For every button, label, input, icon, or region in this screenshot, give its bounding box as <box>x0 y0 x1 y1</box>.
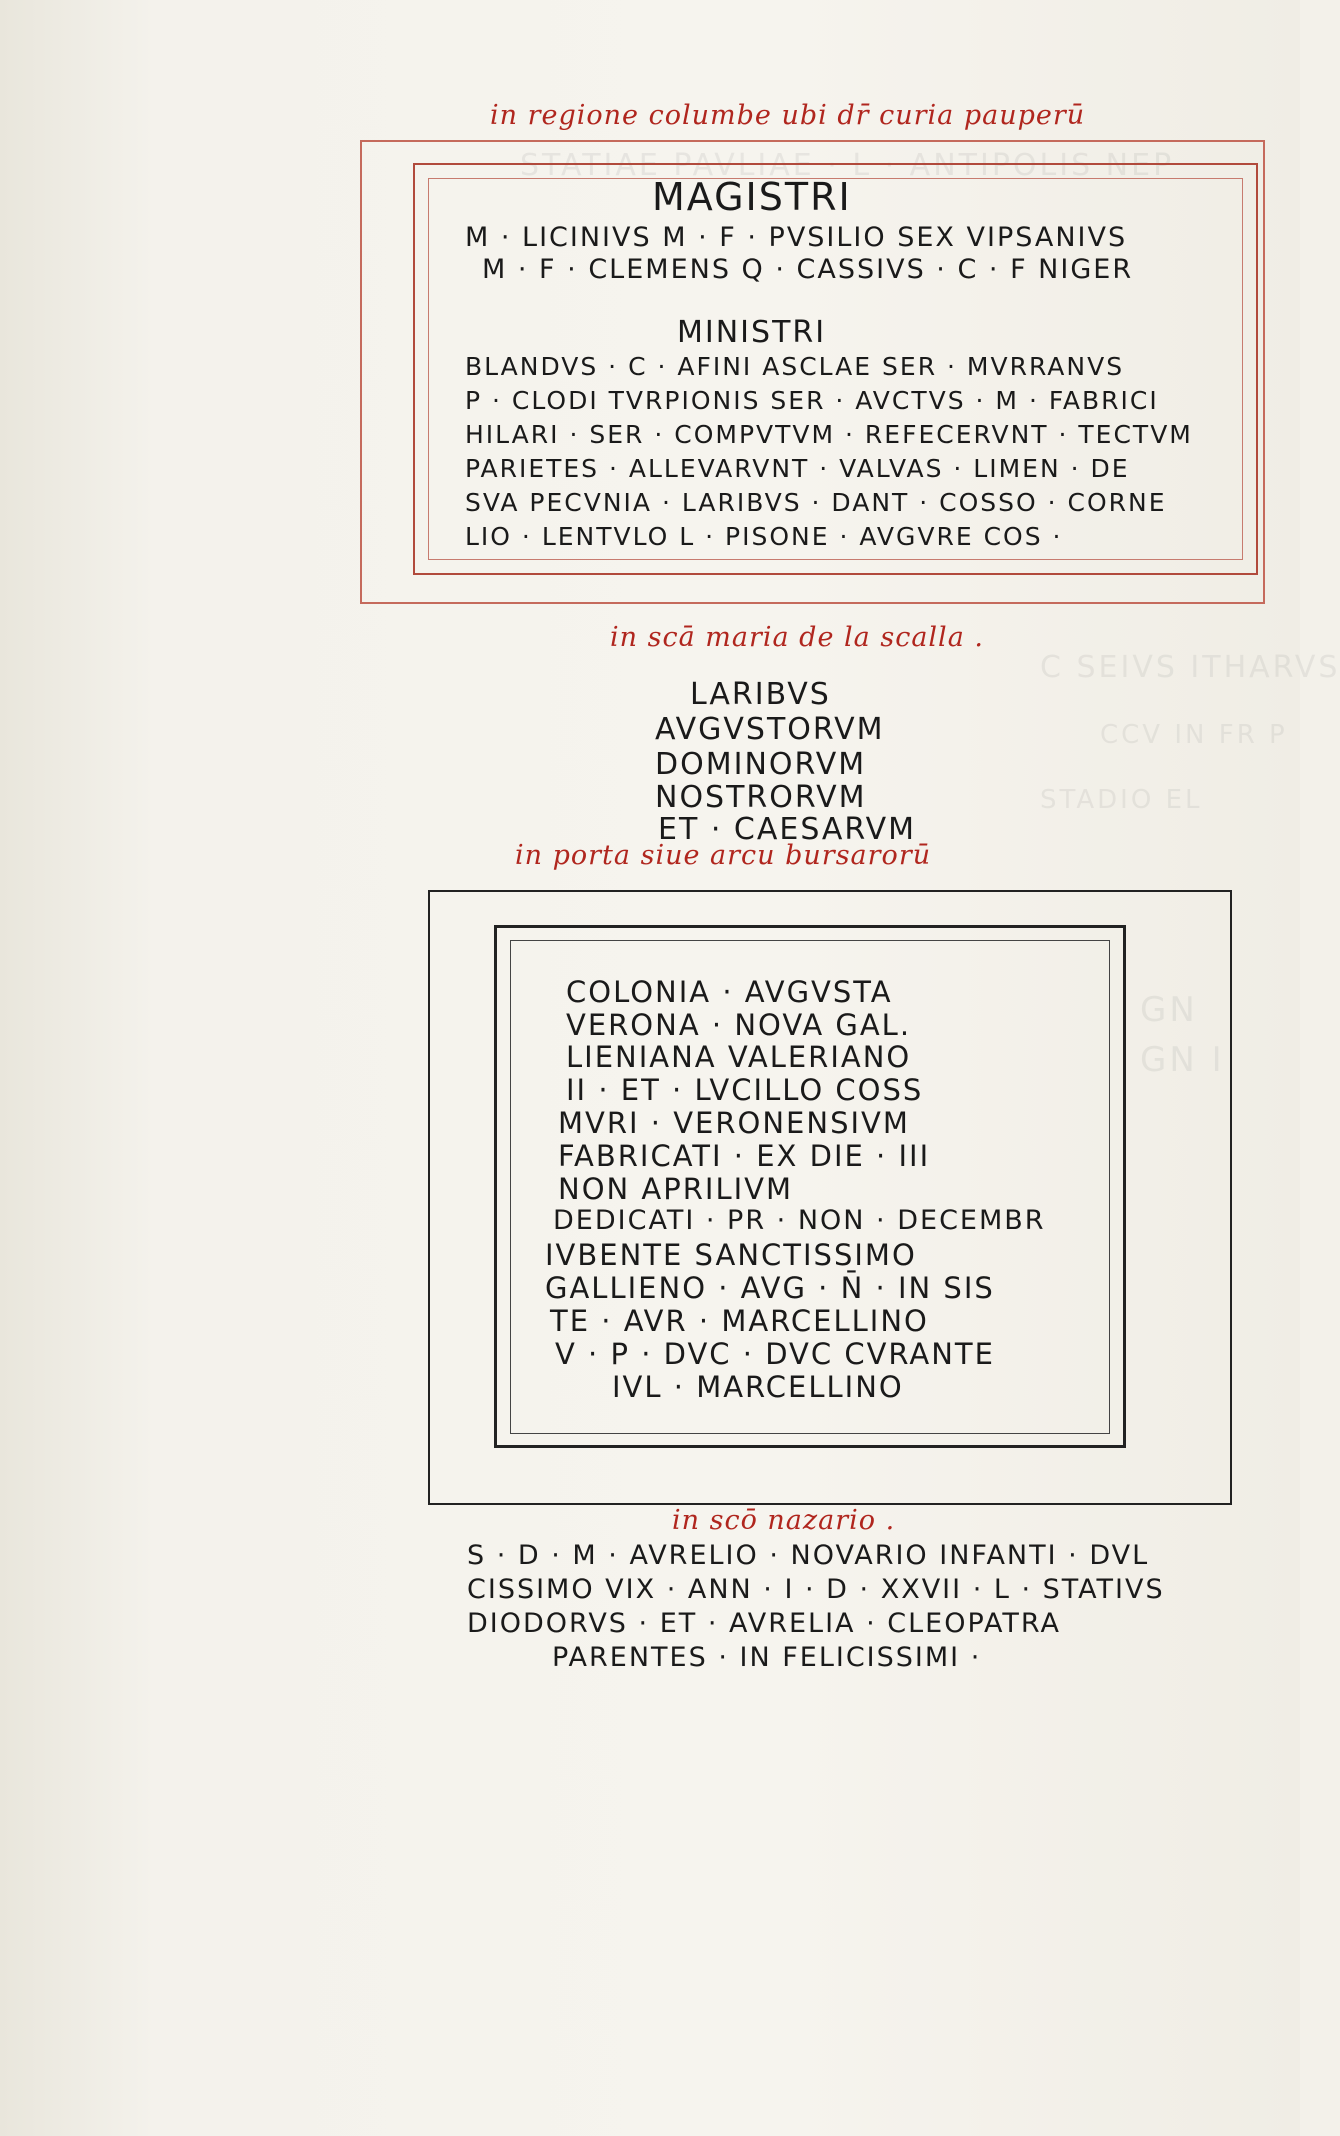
inscription-1-line: SVA PECVNIA · LARIBVS · DANT · COSSO · CORNE <box>465 488 1167 517</box>
bleed-through-text: STATIAE PAVLIAE · L · ANTIPOLIS NEP <box>520 148 1175 183</box>
inscription-4-line: DIODORVS · ET · AVRELIA · CLEOPATRA <box>467 1608 1062 1639</box>
bleed-through-text: C SEIVS ITHARVS <box>1040 650 1340 685</box>
inscription-2-line: LARIBVS <box>690 677 831 712</box>
bleed-through-text: GN I <box>1140 1040 1225 1080</box>
inscription-3-line: IVL · MARCELLINO <box>612 1370 904 1404</box>
inscription-1-heading-magistri: MAGISTRI <box>652 175 852 219</box>
inscription-3-line: II · ET · LVCILLO COSS <box>566 1073 924 1107</box>
inscription-4-line: PARENTES · IN FELICISSIMI · <box>552 1642 982 1673</box>
inscription-1-line: LIO · LENTVLO L · PISONE · AVGVRE COS · <box>465 522 1063 551</box>
bleed-through-text: STADIO EL <box>1040 785 1203 815</box>
inscription-1-line: P · CLODI TVRPIONIS SER · AVCTVS · M · FABRICI <box>465 386 1159 415</box>
inscription-4-line: CISSIMO VIX · ANN · I · D · XXVII · L · STATIVS <box>467 1574 1165 1605</box>
bleed-through-text: GN <box>1140 990 1198 1030</box>
bleed-through-text: CCV IN FR P <box>1100 720 1288 750</box>
inscription-2-line: DOMINORVM <box>655 747 867 782</box>
inscription-3-line: TE · AVR · MARCELLINO <box>550 1304 929 1338</box>
inscription-3-line: DEDICATI · PR · NON · DECEMBR <box>553 1205 1046 1236</box>
inscription-1-line: M · F · CLEMENS Q · CASSIVS · C · F NIGER <box>482 254 1134 285</box>
rubric-location-1: in regione columbe ubi dr̄ curia pauperū <box>490 100 1086 131</box>
rubric-location-3: in porta siue arcu bursarorū <box>515 840 932 871</box>
inscription-2-line: AVGVSTORVM <box>655 712 885 747</box>
inscription-1-line: BLANDVS · C · AFINI ASCLAE SER · MVRRANVS <box>465 352 1125 381</box>
inscription-3-line: FABRICATI · EX DIE · III <box>558 1139 931 1173</box>
inscription-3-line: LIENIANA VALERIANO <box>566 1040 912 1074</box>
inscription-3-line: VERONA · NOVA GAL. <box>566 1008 912 1042</box>
inscription-3-line: GALLIENO · AVG · N̄ · IN SIS <box>545 1271 995 1305</box>
inscription-3-line: COLONIA · AVGVSTA <box>566 975 893 1009</box>
inscription-3-line: MVRI · VERONENSIVM <box>558 1106 910 1140</box>
inscription-2-line: ET · CAESARVM <box>658 812 917 847</box>
inscription-2-line: NOSTRORVM <box>655 780 867 815</box>
inscription-3-line: NON APRILIVM <box>558 1172 794 1206</box>
inscription-4-line: S · D · M · AVRELIO · NOVARIO INFANTI · DVL <box>467 1540 1150 1571</box>
inscription-3-line: IVBENTE SANCTISSIMO <box>545 1238 917 1272</box>
inscription-3-line: V · P · DVC · DVC CVRANTE <box>555 1337 995 1371</box>
inscription-1-line: HILARI · SER · COMPVTVM · REFECERVNT · TECTVM <box>465 420 1193 449</box>
inscription-1-line: PARIETES · ALLEVARVNT · VALVAS · LIMEN · DE <box>465 454 1130 483</box>
inscription-1-line: M · LICINIVS M · F · PVSILIO SEX VIPSANIVS <box>465 222 1128 253</box>
rubric-location-4: in scō nazario . <box>672 1505 896 1536</box>
inscription-1-heading-ministri: MINISTRI <box>677 315 827 350</box>
rubric-location-2: in scā maria de la scalla . <box>610 622 984 653</box>
